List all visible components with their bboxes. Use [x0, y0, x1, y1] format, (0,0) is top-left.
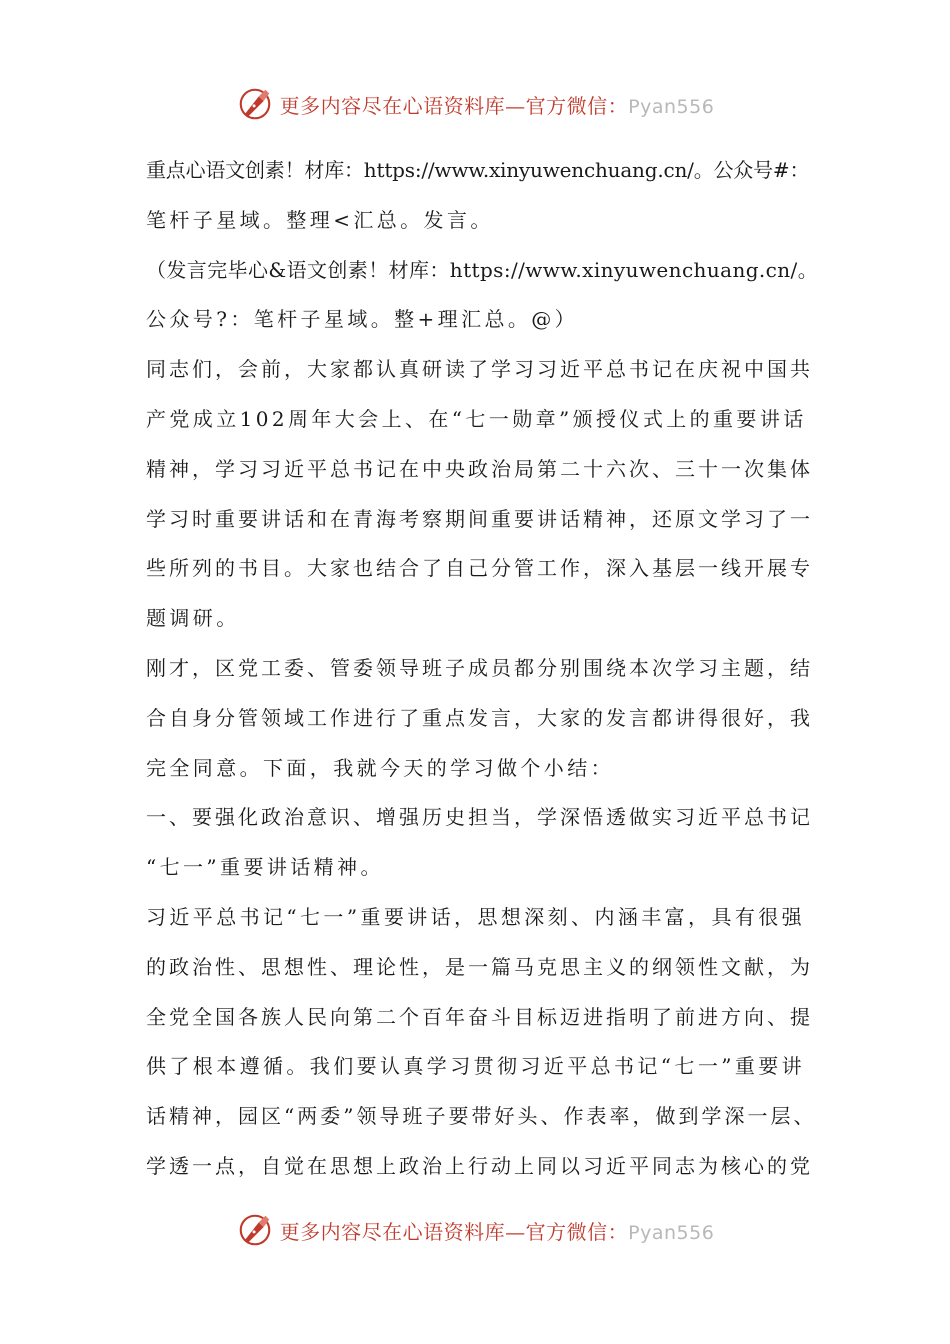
body-line: 的政治性、思想性、理论性，是一篇马克思主义的纲领性文献，为 [146, 954, 813, 979]
body-line: 完全同意。下面，我就今天的学习做个小结： [146, 755, 614, 780]
body-line: 题调研。 [146, 606, 240, 631]
body-line: （发言完毕心&语文创素！材库：https://www.xinyuwenchuang.cn/。 [146, 257, 819, 282]
header-banner-label: 更多内容尽在心语资料库—官方微信： [279, 93, 629, 118]
footer-banner-label: 更多内容尽在心语资料库—官方微信： [279, 1219, 629, 1244]
header-banner-text [280, 90, 715, 119]
body-line: 刚才，区党工委、管委领导班子成员都分别围绕本次学习主题，结 [146, 655, 813, 680]
section-heading: 一、要强化政治意识、增强历史担当，学深悟透做实习近平总书记 [146, 805, 813, 830]
body-line: 同志们，会前，大家都认真研读了学习习近平总书记在庆祝中国共 [146, 357, 813, 382]
section-heading: “七一”重要讲话精神。 [146, 855, 384, 880]
footer-wechat-id: Pyan556 [628, 1221, 715, 1244]
pen-nib-logo-icon [236, 85, 274, 123]
header-wechat-id: Pyan556 [628, 95, 715, 118]
body-line: 学透一点，自觉在思想上政治上行动上同以习近平同志为核心的党 [146, 1153, 813, 1178]
body-line: 公众号?：笔杆子星域。整+理汇总。@） [146, 307, 579, 332]
document-body [146, 146, 818, 1192]
footer-banner-text [280, 1216, 715, 1245]
body-line: 供了根本遵循。我们要认真学习贯彻习近平总书记“七一”重要讲 [146, 1054, 806, 1079]
body-line: 学习时重要讲话和在青海考察期间重要讲话精神，还原文学习了一 [146, 506, 813, 531]
body-line: 话精神，园区“两委”领导班子要带好头、作表率，做到学深一层、 [146, 1104, 817, 1129]
body-line: 些所列的书目。大家也结合了自己分管工作，深入基层一线开展专 [146, 556, 813, 581]
body-line: 重点心语文创素！材库：https://www.xinyuwenchuang.cn/。公众号#： [146, 158, 810, 182]
body-line: 合自身分管领域工作进行了重点发言，大家的发言都讲得很好，我 [146, 705, 813, 730]
body-line: 产党成立102周年大会上、在“七一勋章”颁授仪式上的重要讲话 [146, 406, 807, 431]
body-line: 习近平总书记“七一”重要讲话，思想深刻、内涵丰富，具有很强 [146, 904, 806, 929]
body-line: 全党全国各族人民向第二个百年奋斗目标迈进指明了前进方向、提 [146, 1004, 813, 1029]
header-banner [0, 82, 950, 126]
footer-banner [0, 1208, 950, 1252]
pen-nib-logo-icon [236, 1211, 274, 1249]
body-line: 精神，学习习近平总书记在中央政治局第二十六次、三十一次集体 [146, 456, 813, 481]
body-line: 笔杆子星域。整理<汇总。发言。 [146, 207, 494, 232]
